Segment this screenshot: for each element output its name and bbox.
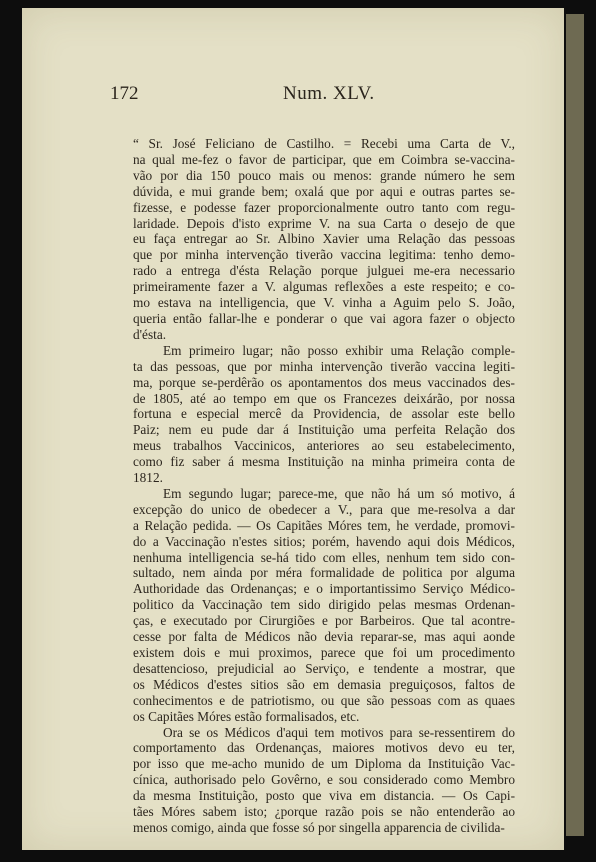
text-line: que por minha intervenção tiverão vaccina legitima: tenho demo- [133,247,515,263]
text-line: laridade. Depois d'isto exprime V. na sua Carta o desejo de que [133,215,515,231]
paragraph [133,725,515,836]
text-line: ças, e executado por Cirurgiões e por Barbeiros. Que tal acontre- [133,613,515,629]
text-line: Paiz; nem eu pude dar á Instituição uma perfeita Relação dos [133,422,515,438]
text-line: cínica, authorisado pelo Govêrno, e sou considerado como Membro [133,772,515,788]
text-line: conhecimentos e de patriotismo, ou que são pessoas com as quaes [133,692,515,708]
paragraph [133,136,515,343]
text-line: na qual me-fez o favor de participar, que em Coimbra se-vaccina- [133,151,515,167]
text-line: rado a entrega d'ésta Relação porque julguei me-era necessario [133,263,515,279]
text-line: tães Móres sabem isto; ¿porque razão pois se não entenderão ao [133,804,515,820]
text-line: eu faça entregar ao Sr. Albino Xavier uma Relação das pessoas [133,231,515,247]
page-header [110,83,380,107]
text-line: Authoridade das Ordenanças; e o importantissimo Serviço Médico- [133,581,515,597]
text-line: vão por dia 150 pouco mais ou menos: grande número he sem [133,167,515,183]
text-line: nenhuma intelligencia se-há tido com elles, nenhum tem sido con- [133,549,515,565]
text-line: existem dois e mui proximos, parece que foi um procedimento [133,645,515,660]
text-line: de 1805, até ao tempo em que os Francezes deixárão, por nossa [133,390,515,406]
text-line: sultado, nem ainda por méra formalidade de politica por alguma [133,565,515,581]
text-line: mo estava na intelligencia, que V. vinha a Aguim pelo S. João, [133,295,515,311]
text-line: Em segundo lugar; parece-me, que não há um só motivo, á [163,485,515,501]
text-line: “ Sr. José Feliciano de Castilho. = Recebi uma Carta de V., [133,136,515,151]
text-line: como fiz saber á mesma Instituição na minha primeira conta de [133,454,515,470]
adjacent-page-edge [566,14,584,836]
text-line: os Médicos d'estes sitios são em demasia preguiçosos, faltos de [133,676,515,692]
text-line: d'ésta. [133,326,167,342]
text-line: dúvida, e mui grande bem; oxalá que por aqui e outras partes se- [133,183,515,199]
text-line: por isso que me-acho munido de um Diploma da Instituição Vac- [133,756,515,772]
text-line: excepção do unico de obedecer a V., para que me-resolva a dar [133,501,515,517]
text-line: politico da Vaccinação tem sido dirigido pelas mesmas Ordenan- [133,597,515,613]
text-line: desattencioso, prejudicial ao Serviço, e tendente a mostrar, que [133,660,515,676]
text-line: fizesse, e podesse fazer proporcionalmente outro tanto com regu- [133,199,515,215]
text-line: meus trabalhos Vaccinicos, anteriores ao seu estabelecimento, [133,438,515,454]
text-line: do a Vaccinação n'estes sitios; porém, havendo aqui dois Médicos, [133,533,515,549]
text-line: menos comigo, ainda que fosse só por singella apparencia de civilida- [133,819,505,835]
text-line: Em primeiro lugar; não posso exhibir uma Relação comple- [163,342,515,358]
paragraph [133,343,515,486]
text-line: fortuna e especial mercê da Providencia, de assolar este bello [133,406,515,422]
text-line: cesse por falta de Médicos não devia reparar-se, mas aqui aonde [133,629,515,645]
letter-body [133,136,515,836]
text-line: primeiramente fazer a V. algumas reflexões a este respeito; e co- [133,279,515,295]
text-line: os Capitães Móres estão formalisados, etc. [133,708,360,724]
text-line: Ora se os Médicos d'aqui tem motivos para se-ressentirem do [163,724,515,740]
text-line: 1812. [133,470,163,486]
page-title: Num. XLV. [283,83,375,104]
page-number: 172 [110,83,139,104]
text-line: da mesma Instituição, posto que viva em distancia. — Os Capi- [133,788,515,804]
text-line: ta das pessoas, que por minha intervenção tiverão vaccina legiti- [133,358,515,374]
text-line: queria então fallar-lhe e ponderar o que vai agora fazer o objecto [133,310,515,326]
text-line: comportamento das Ordenanças, maiores motivos devo eu ter, [133,740,515,756]
text-line: a Relação pedida. — Os Capitães Móres tem, he verdade, promovi- [133,517,515,533]
paragraph [133,486,515,725]
text-line: ma, porque se-perdêrão os apontamentos dos meus vaccinados des- [133,374,515,390]
